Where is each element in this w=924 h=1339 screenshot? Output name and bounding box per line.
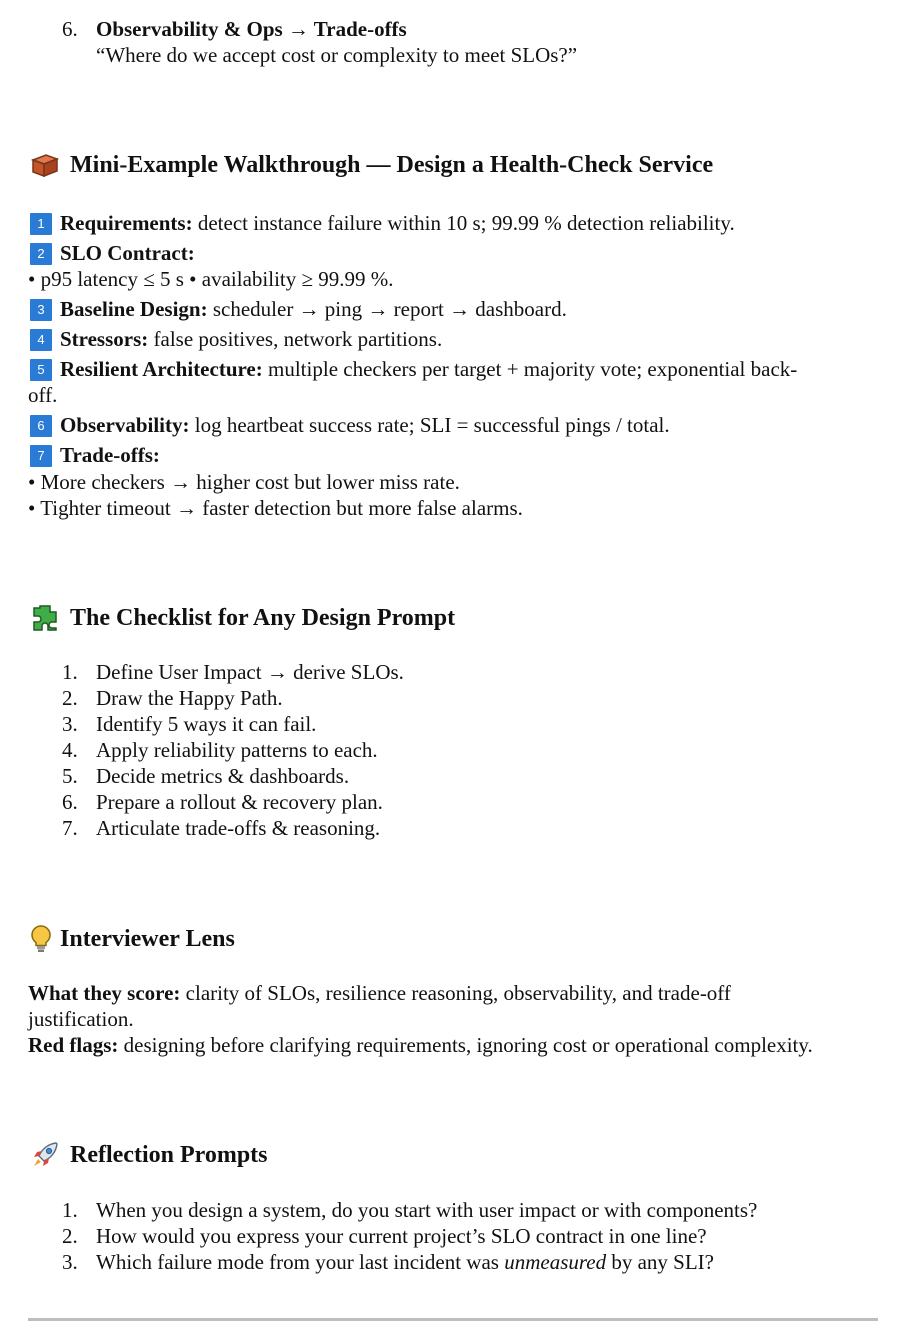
top-item-number: 6. [62,17,78,41]
reflection-heading [30,1140,268,1170]
step-label: Observability: [60,413,190,437]
step-continuation: off. [28,383,58,407]
walkthrough-step [30,326,870,352]
interviewer-heading [30,924,235,954]
lightbulb-icon [30,924,52,954]
reflection-heading-text: Reflection Prompts [70,1142,268,1168]
checklist-item: 6. Prepare a rollout & recovery plan. [62,790,383,814]
score-line [28,980,898,1006]
step-label: Baseline Design: [60,297,208,321]
step-badge: 2 [30,243,52,265]
checklist-item: 7. Articulate trade-offs & reasoning. [62,816,381,840]
top-list-item [62,16,407,42]
puzzle-icon [30,603,60,633]
score-continuation: justification. [28,1007,134,1031]
reflection-item: 2. How would you express your current project’s SLO contract in one line? [62,1224,707,1248]
bottom-divider [28,1318,878,1321]
red-flags-line [28,1032,908,1058]
walkthrough-step [30,240,870,266]
step-label: Resilient Architecture: [60,357,263,381]
step-badge: 7 [30,445,52,467]
checklist-heading-text: The Checklist for Any Design Prompt [70,605,456,631]
top-item-title: Observability & Ops → Trade-offs [96,17,407,41]
rocket-icon [30,1140,60,1170]
red-flags-label: Red flags: [28,1033,119,1057]
step-text: log heartbeat success rate; SLI = successful pings / total. [189,413,670,437]
checklist-item: 5. Decide metrics & dashboards. [62,764,350,788]
walkthrough-step [30,412,870,438]
step-badge: 3 [30,299,52,321]
step-badge: 4 [30,329,52,351]
score-text: clarity of SLOs, resilience reasoning, observability, and trade-off [180,981,731,1005]
reflection-item: 1. When you design a system, do you start with user impact or with components? [62,1198,758,1222]
step-label: Stressors: [60,327,149,351]
step-text: scheduler → ping → report → dashboard. [207,297,567,321]
score-label: What they score: [28,981,181,1005]
walkthrough-step [30,296,870,322]
step-text: multiple checkers per target + majority vote; exponential back- [262,357,798,381]
walkthrough-heading-text: Mini-Example Walkthrough — Design a Health-Check Service [70,152,714,178]
reflection-item: 3. Which failure mode from your last incident was unmeasured by any SLI? [62,1250,714,1274]
step-badge: 5 [30,359,52,381]
checklist-item: 4. Apply reliability patterns to each. [62,738,378,762]
walkthrough-step [30,442,870,468]
walkthrough-step [30,210,870,236]
step-label: Requirements: [60,211,193,235]
checklist-item: 1. Define User Impact → derive SLOs. [62,660,404,684]
red-flags-text: designing before clarifying requirements, ignoring cost or operational complexity. [118,1033,813,1057]
checklist-item: 3. Identify 5 ways it can fail. [62,712,317,736]
slo-line: • p95 latency ≤ 5 s • availability ≥ 99.99 %. [28,267,394,291]
step-badge: 6 [30,415,52,437]
brick-icon [30,150,60,180]
tradeoff-bullet: • Tighter timeout → faster detection but more false alarms. [28,496,523,520]
step-text: false positives, network partitions. [148,327,443,351]
top-item-quote: “Where do we accept cost or complexity to meet SLOs?” [96,43,578,67]
interviewer-heading-text: Interviewer Lens [60,926,235,952]
walkthrough-heading [30,150,713,180]
walkthrough-step [30,356,880,382]
checklist-heading [30,603,455,633]
step-label: Trade-offs: [60,443,160,467]
checklist-item: 2. Draw the Happy Path. [62,686,283,710]
step-text: detect instance failure within 10 s; 99.99 % detection reliability. [192,211,735,235]
step-badge: 1 [30,213,52,235]
step-label: SLO Contract: [60,241,195,265]
tradeoff-bullet: • More checkers → higher cost but lower miss rate. [28,470,460,494]
